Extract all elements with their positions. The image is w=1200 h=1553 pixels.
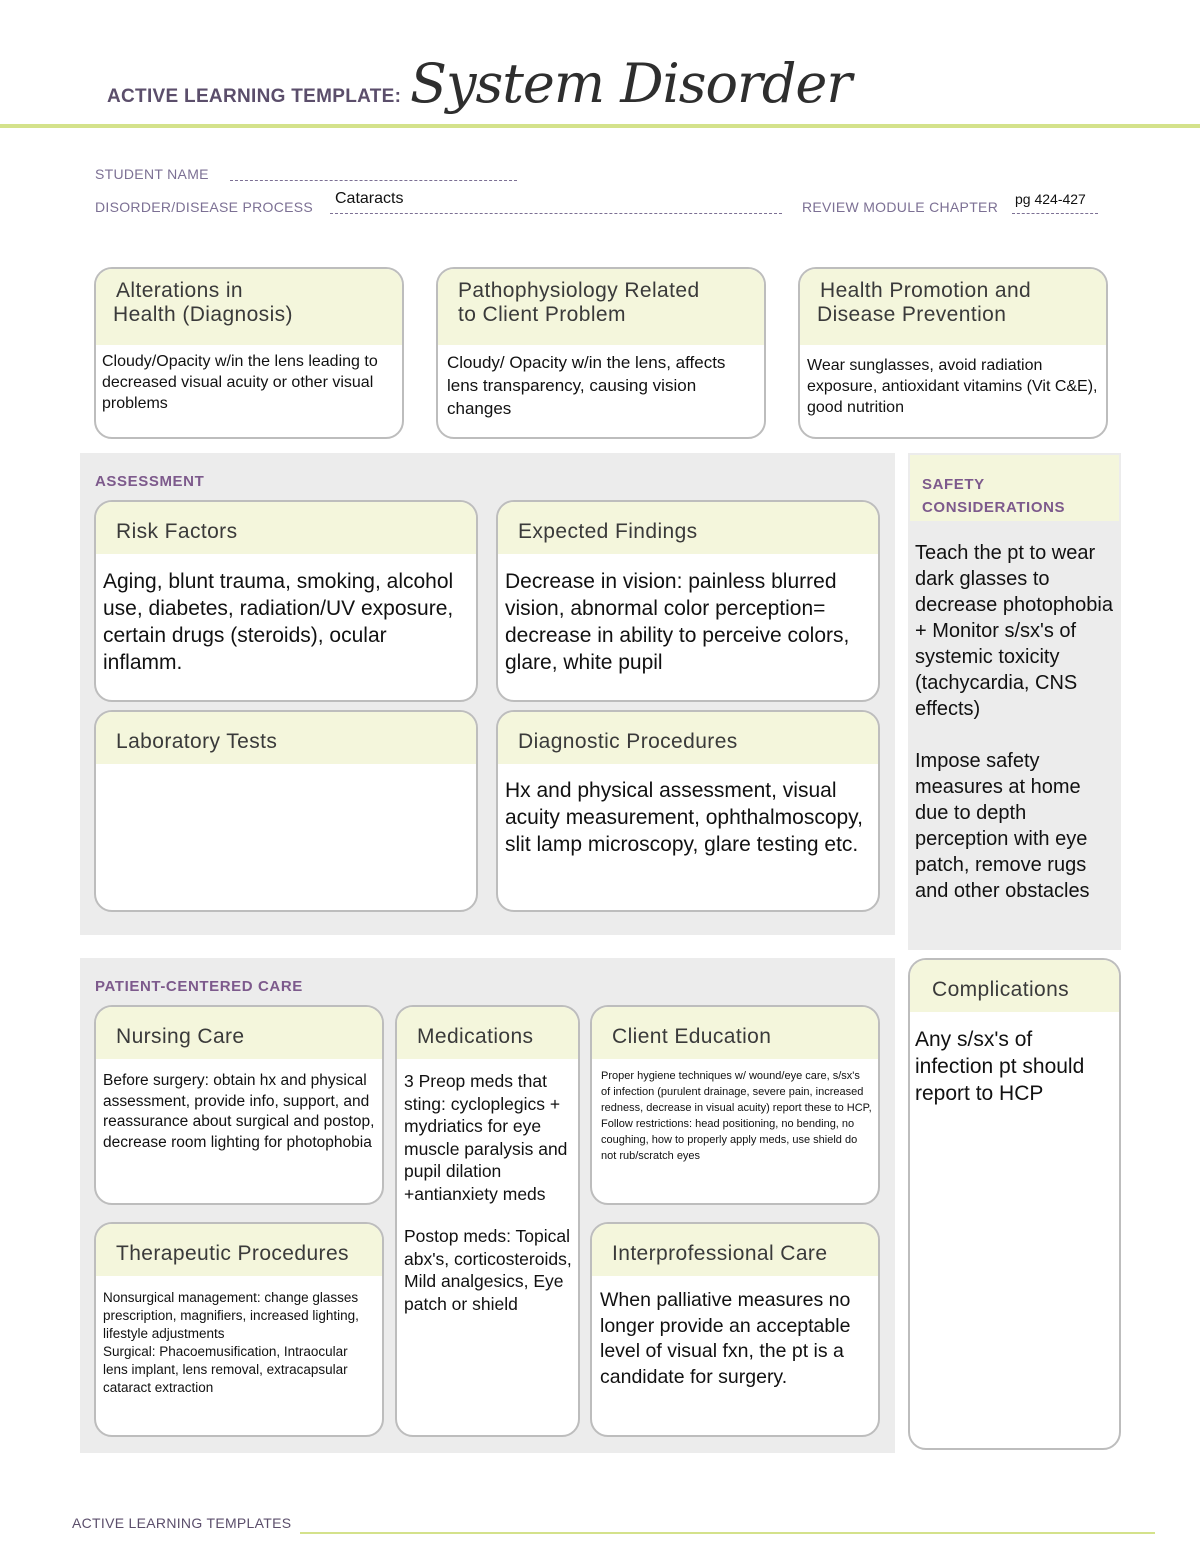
health-promotion-title-2: Disease Prevention: [817, 303, 1007, 326]
pathophysiology-card: [436, 267, 766, 439]
therapeutic-procedures-body-1: Nonsurgical management: change glasses prescription, magnifiers, increased lighting, lifestyle adjustments: [103, 1290, 359, 1341]
header-divider: [0, 124, 1200, 128]
nursing-care-body[interactable]: Before surgery: obtain hx and physical assessment, provide info, support, and reassurance about surgical and postop, decrease room lighting for photophobia: [103, 1072, 375, 1151]
pathophysiology-title-2: to Client Problem: [458, 303, 626, 326]
medications-header: Medications: [397, 1007, 578, 1059]
expected-findings-body[interactable]: Decrease in vision: painless blurred vision, abnormal color perception= decrease in ability to perceive colors, glare, white pupil: [505, 570, 850, 674]
laboratory-tests-header: Laboratory Tests: [96, 712, 476, 764]
pathophysiology-title-1: Pathophysiology Related: [458, 279, 700, 302]
client-education-body[interactable]: Proper hygiene techniques w/ wound/eye care, s/sx's of infection (purulent drainage, severe pain, increased redness, decrease in visual acuity) report these to HCP, Follow restrictions: head positioning, no bending, no coughing, how to properly apply meds, use shield do not rub/scratch eyes: [601, 1070, 872, 1162]
review-chapter-field[interactable]: pg 424-427: [1015, 191, 1086, 207]
diagnostic-procedures-body[interactable]: Hx and physical assessment, visual acuity measurement, ophthalmoscopy, slit lamp microscopy, glare testing etc.: [505, 779, 863, 856]
patient-centered-care-label: PATIENT-CENTERED CARE: [95, 978, 303, 995]
footer-label: ACTIVE LEARNING TEMPLATES: [72, 1515, 292, 1531]
laboratory-tests-card: [94, 710, 478, 912]
safety-body[interactable]: [915, 540, 1117, 904]
medications-body-2: Postop meds: Topical abx's, corticosteroids, Mild analgesics, Eye patch or shield: [404, 1226, 572, 1314]
review-chapter-label: REVIEW MODULE CHAPTER: [802, 199, 999, 215]
expected-findings-card: [496, 500, 880, 702]
footer-divider: [300, 1532, 1155, 1534]
laboratory-tests-body[interactable]: [96, 764, 476, 776]
pathophysiology-body[interactable]: Cloudy/ Opacity w/in the lens, affects lens transparency, causing vision changes: [447, 353, 726, 418]
risk-factors-card: [94, 500, 478, 702]
alterations-header: [96, 269, 402, 345]
therapeutic-procedures-body[interactable]: [96, 1276, 382, 1403]
disorder-label: DISORDER/DISEASE PROCESS: [95, 199, 314, 215]
alterations-title-1: Alterations in: [116, 279, 243, 302]
interprofessional-care-header: Interprofessional Care: [592, 1224, 878, 1276]
alterations-card: [94, 267, 404, 439]
health-promotion-header: [800, 269, 1106, 345]
disorder-field[interactable]: Cataracts: [335, 190, 404, 207]
health-promotion-body[interactable]: Wear sunglasses, avoid radiation exposure, antioxidant vitamins (Vit C&E), good nutrition: [807, 357, 1098, 416]
student-name-field[interactable]: [230, 180, 517, 181]
safety-label: [922, 473, 1065, 519]
page-title: System Disorder: [410, 52, 852, 115]
risk-factors-body[interactable]: Aging, blunt trauma, smoking, alcohol use, diabetes, radiation/UV exposure, certain drugs (steroids), ocular inflamm.: [103, 570, 454, 674]
nursing-care-card: [94, 1005, 384, 1205]
therapeutic-procedures-body-2: Surgical: Phacoemusification, Intraocular lens implant, lens removal, extracapsular cataract extraction: [103, 1344, 348, 1395]
safety-label-2: CONSIDERATIONS: [922, 499, 1066, 516]
alterations-title-2: Health (Diagnosis): [113, 303, 293, 326]
template-label: ACTIVE LEARNING TEMPLATE:: [107, 86, 402, 107]
medications-body[interactable]: [397, 1059, 578, 1321]
risk-factors-header: Risk Factors: [96, 502, 476, 554]
review-chapter-field-line: [1012, 213, 1098, 214]
diagnostic-procedures-card: [496, 710, 880, 912]
complications-body[interactable]: Any s/sx's of infection pt should report to HCP: [915, 1028, 1085, 1105]
diagnostic-procedures-header: Diagnostic Procedures: [498, 712, 878, 764]
nursing-care-header: Nursing Care: [96, 1007, 382, 1059]
health-promotion-title-1: Health Promotion and: [820, 279, 1032, 302]
student-name-label: STUDENT NAME: [95, 166, 209, 182]
client-education-card: [590, 1005, 880, 1205]
safety-body-2: Impose safety measures at home due to depth perception with eye patch, remove rugs and other obstacles: [915, 750, 1090, 902]
therapeutic-procedures-card: [94, 1222, 384, 1437]
therapeutic-procedures-header: Therapeutic Procedures: [96, 1224, 382, 1276]
medications-card: [395, 1005, 580, 1437]
health-promotion-card: [798, 267, 1108, 439]
assessment-label: ASSESSMENT: [95, 473, 205, 490]
pathophysiology-header: [438, 269, 764, 345]
interprofessional-care-card: [590, 1222, 880, 1437]
safety-label-1: SAFETY: [922, 476, 985, 493]
disorder-field-line: [330, 213, 782, 214]
safety-body-1: Teach the pt to wear dark glasses to decrease photophobia + Monitor s/sx's of systemic toxicity (tachycardia, CNS effects): [915, 542, 1113, 720]
complications-header: Complications: [910, 960, 1119, 1012]
alterations-body[interactable]: Cloudy/Opacity w/in the lens leading to decreased visual acuity or other visual problems: [102, 353, 378, 412]
medications-body-1: 3 Preop meds that sting: cycloplegics + mydriatics for eye muscle paralysis and pupil dilation +antianxiety meds: [404, 1071, 568, 1204]
interprofessional-care-body[interactable]: When palliative measures no longer provide an acceptable level of visual fxn, the pt is a candidate for surgery.: [600, 1289, 851, 1388]
client-education-header: Client Education: [592, 1007, 878, 1059]
expected-findings-header: Expected Findings: [498, 502, 878, 554]
complications-card: [908, 958, 1121, 1450]
